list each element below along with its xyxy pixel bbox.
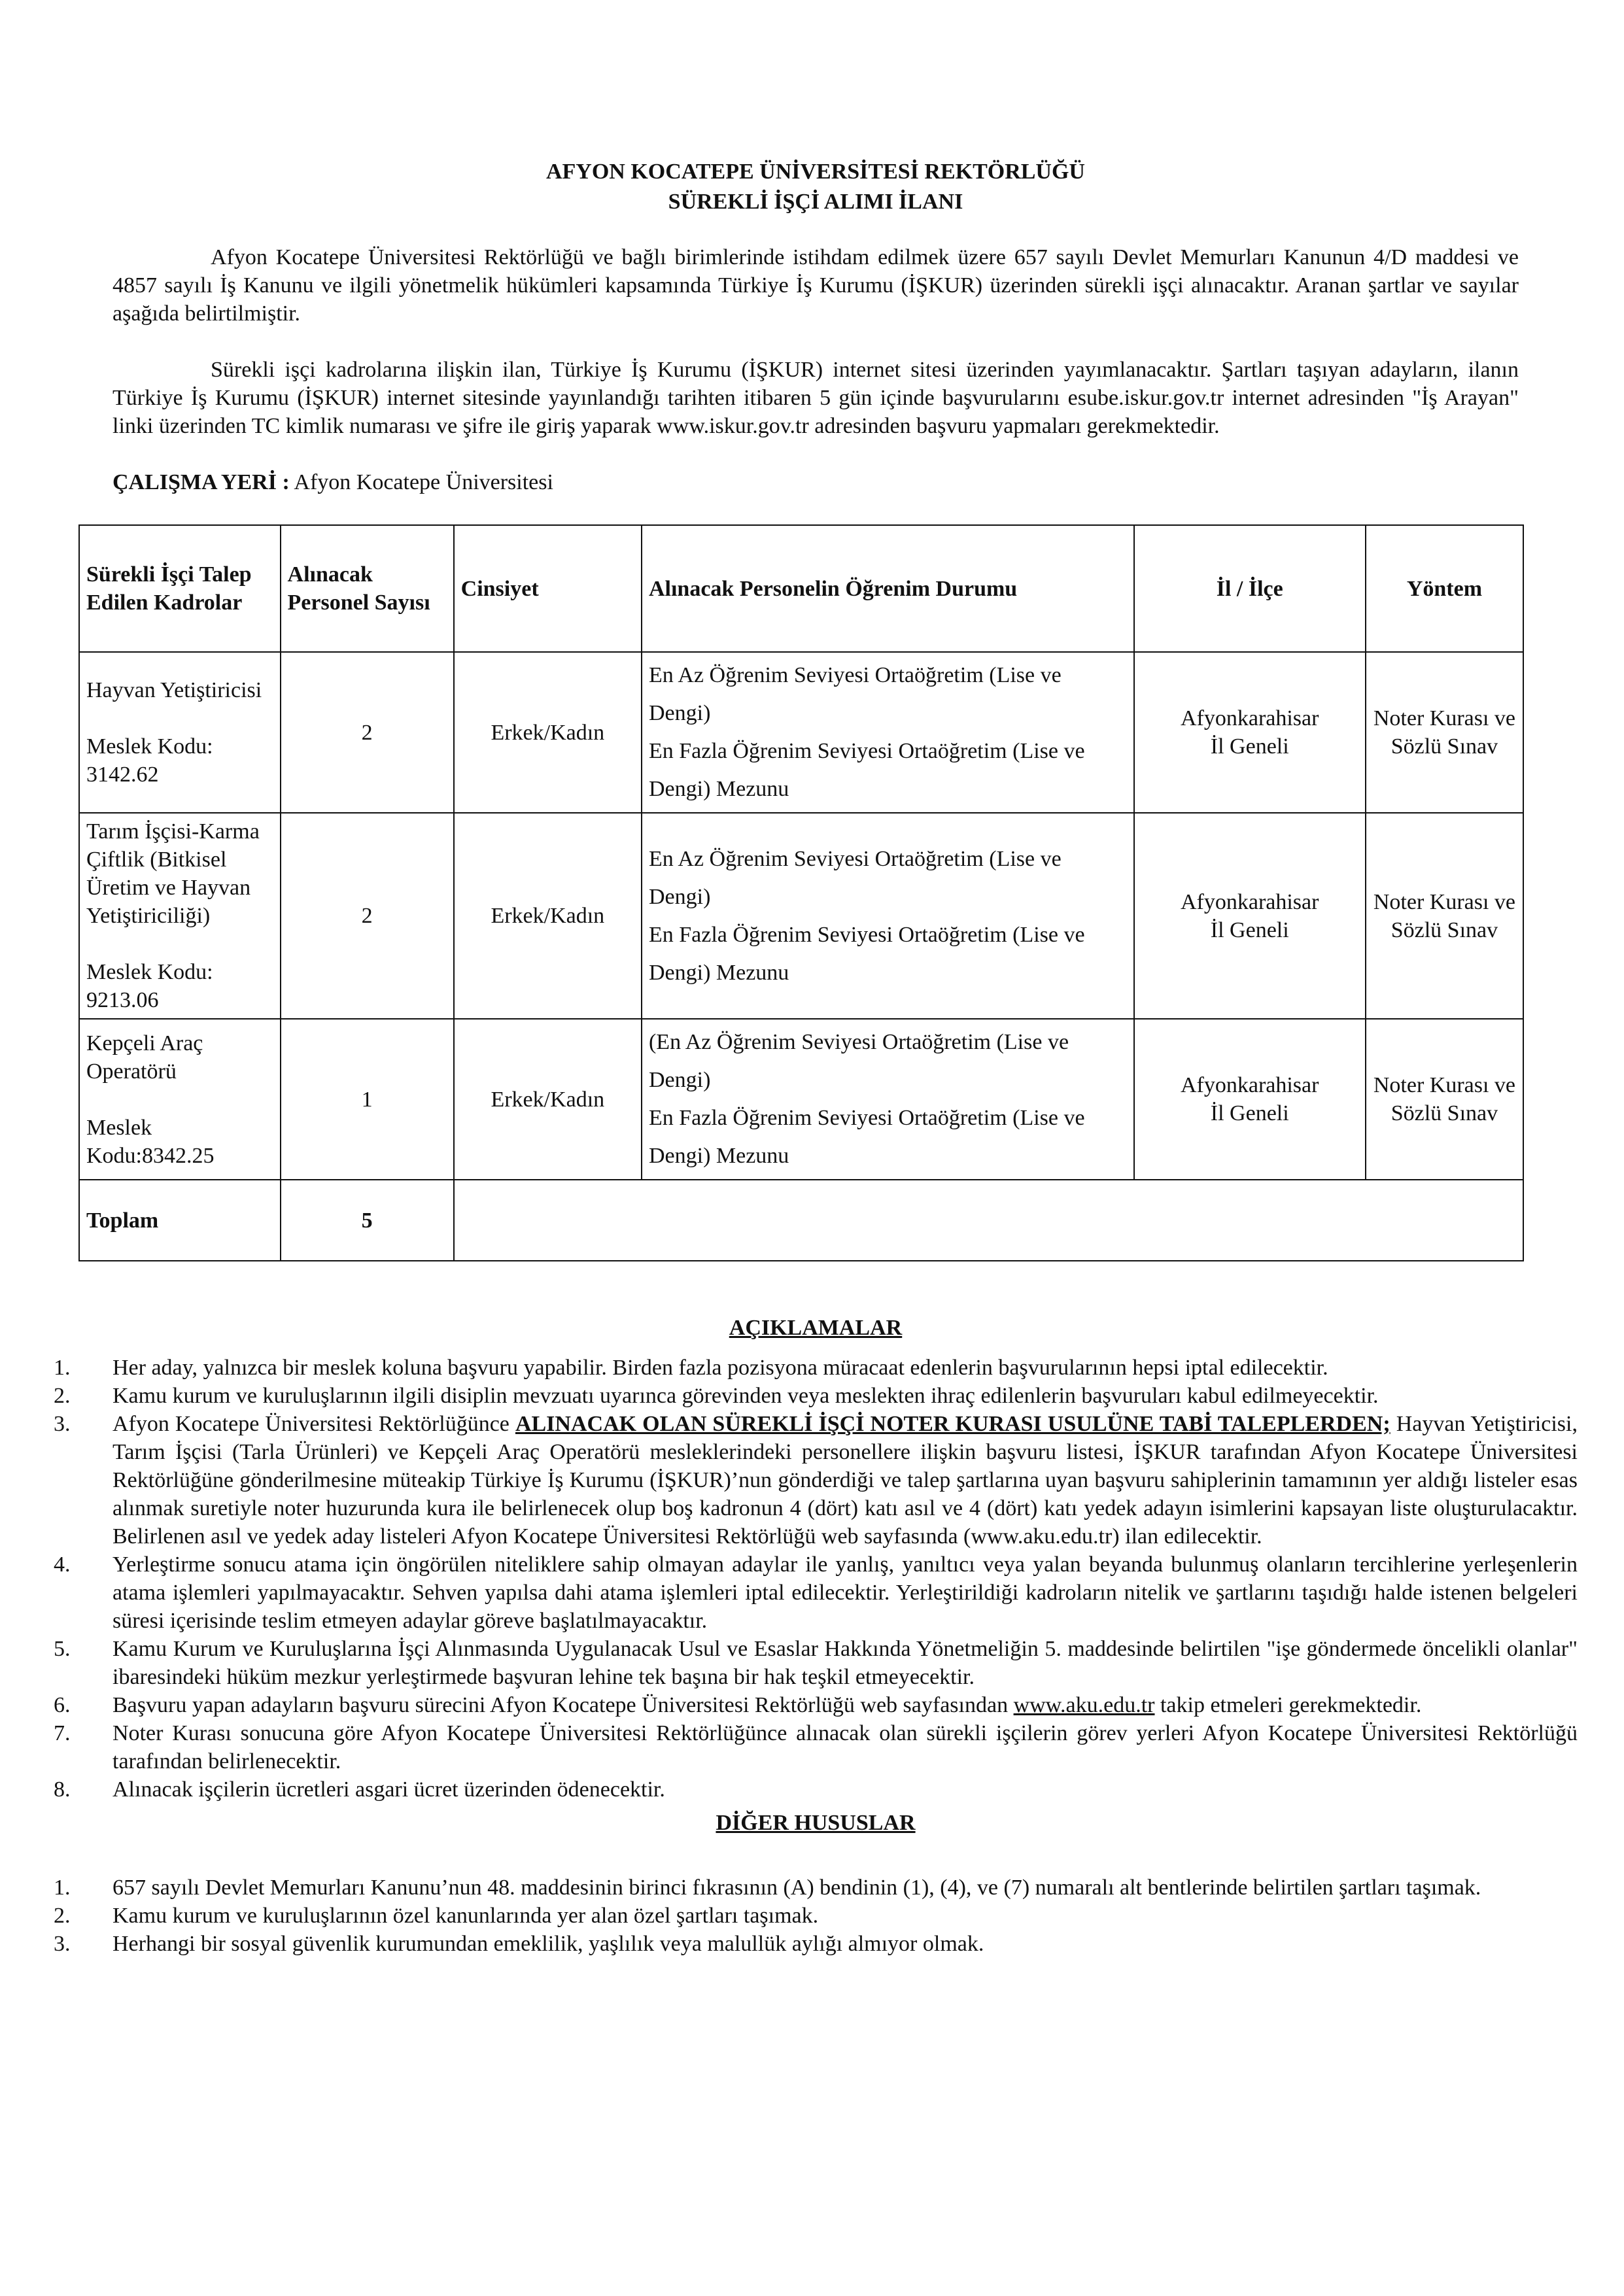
total-empty-cell [454,1180,1523,1261]
aciklamalar-title: AÇIKLAMALAR [729,1316,903,1340]
total-label: Toplam [79,1180,281,1261]
kadro-name: Kepçeli Araç Operatörü [86,1031,203,1084]
ilce-name: İl Geneli [1210,734,1289,759]
row-sayi: 2 [281,652,454,813]
header-sayi: Alınacak Personel Sayısı [281,525,454,652]
document-page [54,157,1578,1958]
ogrenim-max: En Fazla Öğrenim Seviyesi Ortaöğretim (Lise ve Dengi) Mezunu [648,922,1085,985]
table-row [79,652,1523,813]
table-header-row [79,525,1523,652]
row-kadro [79,813,281,1019]
row-yontem: Noter Kurası ve Sözlü Sınav [1366,1019,1523,1180]
table-total-row [79,1180,1523,1261]
row-ogrenim [642,813,1134,1019]
list-item: 4. Yerleştirme sonucu atama için öngörülen niteliklere sahip olmayan adaylar ile yanlış, yanıltıcı veya yalan beyanda bulunmuş olanların tercihlerine yerleşenlerin atama işlemleri yapılmayacaktır. Sehven yapılsa dahi atama işlemleri iptal edilecektir. Yerleştirildiği kadroların nitelik ve şartlarını taşıdığı halde istenen belgeleri süresi içerisinde teslim etmeyen adaylar göreve başlatılmayacaktır. [54,1552,1578,1633]
table-row [79,1019,1523,1180]
ogrenim-min: (En Az Öğrenim Seviyesi Ortaöğretim (Lise ve Dengi) [648,1030,1069,1092]
ogrenim-max: En Fazla Öğrenim Seviyesi Ortaöğretim (Lise ve Dengi) Mezunu [648,739,1085,801]
header-il: İl / İlçe [1134,525,1366,652]
meslek-kodu: Meslek Kodu: 3142.62 [86,734,213,787]
kadro-name: Tarım İşçisi-Karma Çiftlik (Bitkisel Üretim ve Hayvan Yetiştiriciliği) [86,819,260,928]
list-item: 8. Alınacak işçilerin ücretleri asgari ücret üzerinden ödenecektir. [54,1777,665,1802]
row-sayi: 2 [281,813,454,1019]
ogrenim-max: En Fazla Öğrenim Seviyesi Ortaöğretim (Lise ve Dengi) Mezunu [648,1106,1085,1168]
row-sayi: 1 [281,1019,454,1180]
total-value: 5 [281,1180,454,1261]
list-item: 5. Kamu Kurum ve Kuruluşlarına İşçi Alınmasında Uygulanacak Usul ve Esaslar Hakkında Yönetmeliğin 5. maddesinde belirtilen "işe göndermede öncelikli olanlar" ibaresindeki hüküm mezkur yerleştirmede başvuran lehine tek başına bir hak teşkil etmeyecektir. [54,1637,1578,1689]
document-subtitle: SÜREKLİ İŞÇİ ALIMI İLANI [668,190,963,214]
row-ogrenim [642,652,1134,813]
list-item: 3. Afyon Kocatepe Üniversitesi Rektörlüğünce ALINACAK OLAN SÜREKLİ İŞÇİ NOTER KURASI USULÜNE TABİ TALEPLERDEN; Hayvan Yetiştiricisi, Tarım İşçisi (Tarla Ürünleri) ve Kepçeli Araç Operatörü mesleklerindeki personellere ilişkin başvuru listesi, İŞKUR tarafından Afyon Kocatepe Üniversitesi Rektörlüğüne gönderilmesine müteakip Türkiye İş Kurumu (İŞKUR)’nun gönderdiği ve talep şartlarına uyan başvuru sahiplerinin tamamının yer aldığı listeler esas alınmak suretiyle noter huzurunda kura ile belirlenecek olup boş kadronun 4 (dört) katı asıl ve 4 (dört) katı yedek adayın isimlerini kapsayan liste oluşturulacaktır. Belirlenen asıl ve yedek aday listeleri Afyon Kocatepe Üniversitesi Rektörlüğü web sayfasında (www.aku.edu.tr) ilan edilecektir. [54,1412,1578,1549]
il-name: Afyonkarahisar [1180,889,1319,914]
list-item: 7. Noter Kurası sonucuna göre Afyon Kocatepe Üniversitesi Rektörlüğünce alınacak olan sürekli işçilerin görev yerleri Afyon Kocatepe Üniversitesi Rektörlüğü tarafından belirlenecektir. [54,1721,1578,1773]
row-il [1134,1019,1366,1180]
header-ogrenim: Alınacak Personelin Öğrenim Durumu [642,525,1134,652]
ilce-name: İl Geneli [1210,917,1289,942]
row-kadro [79,1019,281,1180]
workplace-value: Afyon Kocatepe Üniversitesi [294,470,553,494]
ogrenim-min: En Az Öğrenim Seviyesi Ortaöğretim (Lise ve Dengi) [648,663,1062,725]
row-il [1134,813,1366,1019]
list-item: 6. Başvuru yapan adayların başvuru sürecini Afyon Kocatepe Üniversitesi Rektörlüğü web sayfasından www.aku.edu.tr takip etmeleri gerekmektedir. [54,1693,1422,1717]
diger-list [54,1874,1519,1958]
emphasis-text: ALINACAK OLAN SÜREKLİ İŞÇİ NOTER KURASI USULÜNE TABİ TALEPLERDEN; [515,1412,1391,1436]
il-name: Afyonkarahisar [1180,706,1319,730]
document-title: AFYON KOCATEPE ÜNİVERSİTESİ REKTÖRLÜĞÜ [545,160,1085,184]
aku-link[interactable]: www.aku.edu.tr [1013,1693,1155,1717]
list-item: 1. Her aday, yalnızca bir meslek koluna başvuru yapabilir. Birden fazla pozisyona müracaat edenlerin başvurularının hepsi iptal edilecektir. [54,1356,1328,1380]
list-item: 1. 657 sayılı Devlet Memurları Kanunu’nun 48. maddesinin birinci fıkrasının (A) bendinin (1), (4), ve (7) numaralı alt bentlerinde belirtilen şartları taşımak. [54,1876,1481,1900]
header-yontem: Yöntem [1366,525,1523,652]
list-item: 2. Kamu kurum ve kuruluşlarının ilgili disiplin mevzuatı uyarınca görevinden veya meslekten ihraç edilenlerin başvuruları kabul edilmeyecektir. [54,1384,1379,1408]
intro-paragraph-2: Sürekli işçi kadrolarına ilişkin ilan, Türkiye İş Kurumu (İŞKUR) internet sitesi üzerinden yayımlanacaktır. Şartları taşıyan adayların, ilanın Türkiye İş Kurumu (İŞKUR) internet sitesinde yayınlandığı tarihten itibaren 5 gün içinde başvurularını esube.iskur.gov.tr internet adresinden "İş Arayan" linki üzerinden TC kimlik numarası ve şifre ile giriş yaparak www.iskur.gov.tr adresinden başvuru yapmaları gerekmektedir. [112,358,1519,438]
workplace-line [112,468,1519,496]
diger-title: DİĞER HUSUSLAR [716,1811,916,1835]
meslek-kodu: Meslek Kodu: 9213.06 [86,960,213,1012]
row-ogrenim [642,1019,1134,1180]
il-name: Afyonkarahisar [1180,1073,1319,1097]
row-cinsiyet: Erkek/Kadın [454,652,642,813]
aciklamalar-list [54,1354,1578,1804]
header-kadro: Sürekli İşçi Talep Edilen Kadrolar [79,525,281,652]
row-cinsiyet: Erkek/Kadın [454,1019,642,1180]
workplace-label: ÇALIŞMA YERİ : [112,470,290,494]
kadro-name: Hayvan Yetiştiricisi [86,678,262,702]
row-kadro [79,652,281,813]
jobs-table [78,524,1524,1261]
header-cinsiyet: Cinsiyet [454,525,642,652]
row-yontem: Noter Kurası ve Sözlü Sınav [1366,813,1523,1019]
row-il [1134,652,1366,813]
table-row [79,813,1523,1019]
intro-paragraph-1: Afyon Kocatepe Üniversitesi Rektörlüğü ve bağlı birimlerinde istihdam edilmek üzere 657 sayılı Devlet Memurları Kanunun 4/D maddesi ve 4857 sayılı İş Kanunu ve ilgili yönetmelik hükümleri kapsamında Türkiye İş Kurumu (İŞKUR) üzerinden sürekli işçi alınacaktır. Aranan şartlar ve sayılar aşağıda belirtilmiştir. [112,245,1519,326]
list-item: 2. Kamu kurum ve kuruluşlarının özel kanunlarında yer alan özel şartları taşımak. [54,1904,819,1928]
list-item: 3. Herhangi bir sosyal güvenlik kurumundan emeklilik, yaşlılık veya malullük aylığı almıyor olmak. [54,1932,984,1956]
row-yontem: Noter Kurası ve Sözlü Sınav [1366,652,1523,813]
ogrenim-min: En Az Öğrenim Seviyesi Ortaöğretim (Lise ve Dengi) [648,846,1062,909]
ilce-name: İl Geneli [1210,1101,1289,1125]
meslek-kodu: Meslek Kodu:8342.25 [86,1115,215,1168]
row-cinsiyet: Erkek/Kadın [454,813,642,1019]
